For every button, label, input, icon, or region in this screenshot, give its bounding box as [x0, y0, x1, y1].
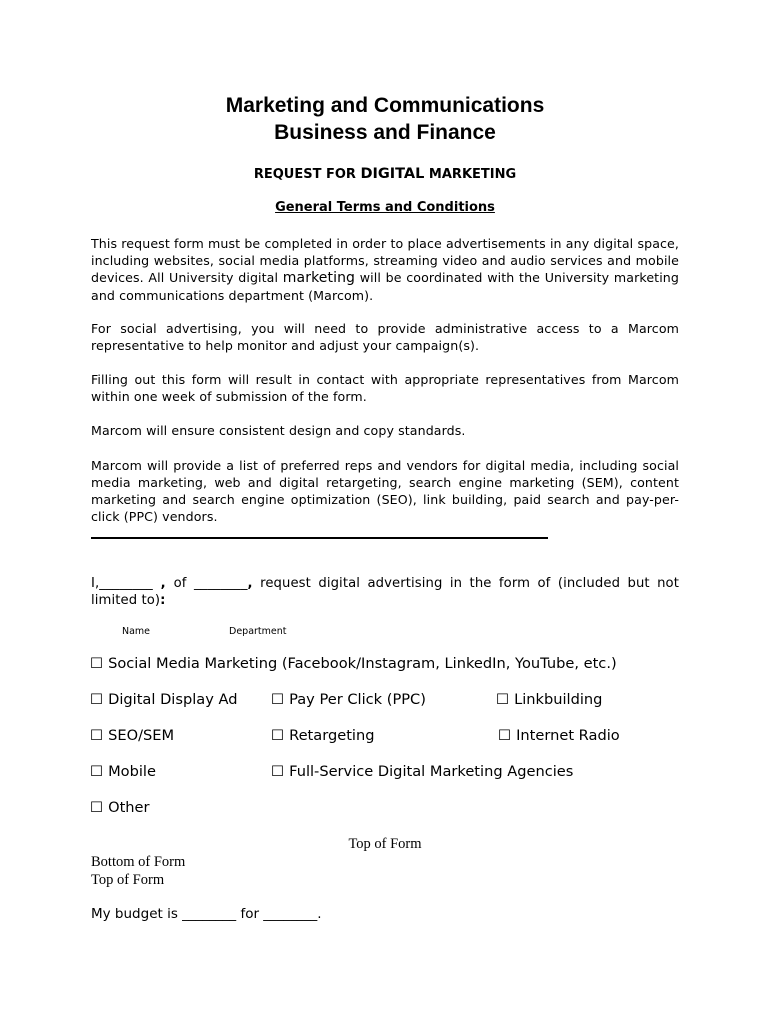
paragraph-vendors: Marcom will provide a list of preferred reps and vendors for digital media, including social media marketing, web and digital retargeting, search engine marketing (SEM), content marketing and search engine optimization (SEO), link building, paid search and pay-per-click (PPC) vendors. [91, 458, 679, 524]
header-line-1: Marketing and Communications [225, 94, 545, 117]
checkbox-icon[interactable]: ☐ [90, 799, 104, 816]
divider-line [91, 537, 548, 539]
name-field[interactable]: I,________ [91, 576, 153, 591]
option-other[interactable]: ☐ Other [90, 799, 150, 816]
checkbox-icon[interactable]: ☐ [90, 691, 104, 708]
department-label: Department [229, 626, 287, 637]
checkbox-icon[interactable]: ☐ [90, 763, 104, 780]
option-pay-per-click[interactable]: ☐ Pay Per Click (PPC) [271, 691, 426, 708]
option-linkbuilding[interactable]: ☐ Linkbuilding [496, 691, 603, 708]
name-label: Name [122, 626, 151, 637]
department-field[interactable]: of ________ [173, 576, 248, 591]
request-statement: I,________ , of ________, request digital advertising in the form of (included but not limited to): [91, 576, 679, 608]
option-retargeting[interactable]: ☐ Retargeting [271, 727, 375, 744]
checkbox-icon[interactable]: ☐ [271, 763, 285, 780]
paragraph-standards: Marcom will ensure consistent design and copy standards. [91, 423, 466, 438]
bottom-of-form-marker: Bottom of Form [91, 854, 186, 870]
option-internet-radio[interactable]: ☐ Internet Radio [498, 727, 620, 744]
top-of-form-marker: Top of Form [348, 836, 422, 852]
request-title: REQUEST FOR DIGITAL MARKETING [253, 166, 517, 182]
terms-heading: General Terms and Conditions [275, 200, 495, 215]
option-full-service-agencies[interactable]: ☐ Full-Service Digital Marketing Agencies [271, 763, 574, 780]
paragraph-contact: Filling out this form will result in contact with appropriate representatives from Marcom within one week of submission of the form. [91, 372, 679, 404]
checkbox-icon[interactable]: ☐ [271, 691, 285, 708]
header-line-2: Business and Finance [274, 121, 496, 144]
option-seo-sem[interactable]: ☐ SEO/SEM [90, 727, 175, 744]
top-of-form-marker-2: Top of Form [91, 872, 165, 888]
budget-line[interactable]: My budget is ________ for ________. [91, 906, 322, 922]
option-digital-display[interactable]: ☐ Digital Display Ad [90, 691, 238, 708]
checkbox-icon[interactable]: ☐ [90, 727, 104, 744]
paragraph-social-access: For social advertising, you will need to provide administrative access to a Marcom representative to help monitor and adjust your campaign(s). [91, 321, 679, 353]
checkbox-icon[interactable]: ☐ [498, 727, 512, 744]
checkbox-icon[interactable]: ☐ [271, 727, 285, 744]
paragraph-requirements: This request form must be completed in order to place advertisements in any digital space, including websites, social media platforms, streaming video and audio services and mobile devices. All University digital marketing will be coordinated with the University marketing and communications department (Marcom). [91, 236, 679, 303]
option-mobile[interactable]: ☐ Mobile [90, 763, 156, 780]
checkbox-icon[interactable]: ☐ [496, 691, 510, 708]
checkbox-icon[interactable]: ☐ [90, 655, 104, 672]
option-social-media[interactable]: ☐ Social Media Marketing (Facebook/Instagram, LinkedIn, YouTube, etc.) [90, 655, 617, 672]
